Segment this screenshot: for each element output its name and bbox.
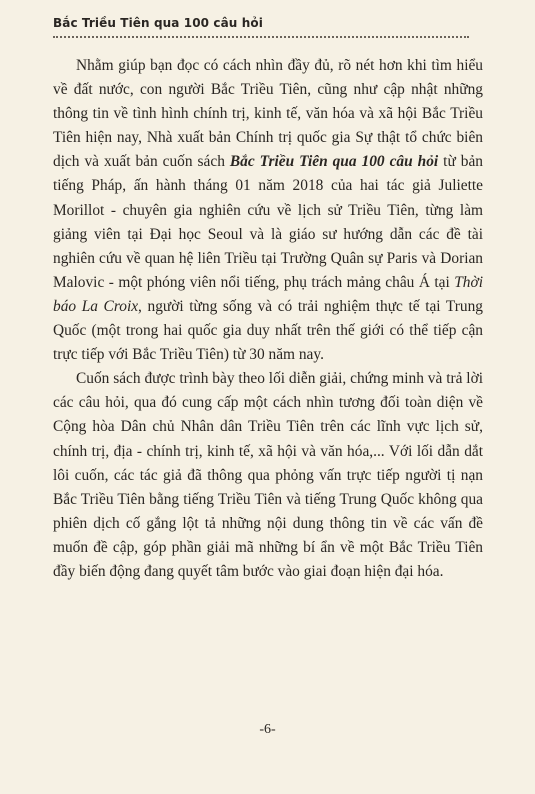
- paragraph-text: , người từng sống và có trải nghiệm thực tế tại Trung Quốc (một trong hai quốc gia duy nhất trên thế giới có thể tiếp cận trực tiếp với Bắc Triều Tiên) từ 30 năm nay.: [53, 297, 483, 364]
- paragraph-introduction: [53, 54, 483, 367]
- newspaper-name-emphasis: Thời báo La Croix: [53, 273, 483, 315]
- page-number: -6-: [259, 722, 276, 737]
- body-text: [53, 54, 483, 584]
- header-dotted-rule: [53, 36, 469, 38]
- running-header-title: Bắc Triều Tiên qua 100 câu hỏi: [53, 16, 263, 30]
- paragraph-text: từ bản tiếng Pháp, ấn hành tháng 01 năm 2018 của hai tác giả Juliette Morillot - chuyên gia nghiên cứu về lịch sử Triều Tiên, từng làm giảng viên tại Đại học Seoul và là giáo sư hướng dẫn các đề tài nghiên cứu về quan hệ liên Triều tại Trường Quân sự Paris và Dorian Malovic - một phóng viên nổi tiếng, phụ trách mảng châu Á tại: [53, 153, 484, 291]
- paragraph-text: Cuốn sách được trình bày theo lối diễn giải, chứng minh và trả lời các câu hỏi, qua đó cung cấp một cách nhìn tương đối toàn diện về Cộng hòa Dân chủ Nhân dân Triều Tiên trên các lĩnh vực lịch sử, chính trị, địa - chính trị, kinh tế, xã hội và văn hóa,... Với lối dẫn dắt lôi cuốn, các tác giả đã thông qua phỏng vấn trực tiếp người tị nạn Bắc Triều Tiên bằng tiếng Triều Tiên và tiếng Trung Quốc không qua phiên dịch cố gắng lột tả những nội dung thông tin về các vấn đề muốn đề cập, góp phần giải mã những bí ẩn về một Bắc Triều Tiên đầy biến động đang quyết tâm bước vào giai đoạn hiện đại hóa.: [53, 370, 483, 580]
- paragraph-book-description: [53, 367, 483, 584]
- paragraph-text: Nhằm giúp bạn đọc có cách nhìn đầy đủ, rõ nét hơn khi tìm hiểu về đất nước, con người Bắc Triều Tiên, cũng như cập nhật những thông tin về tình hình chính trị, kinh tế, văn hóa và xã hội Bắc Triều Tiên hiện nay, Nhà xuất bản Chính trị quốc gia Sự thật tổ chức biên dịch và xuất bản cuốn sách: [53, 57, 483, 171]
- book-title-emphasis: Bắc Triều Tiên qua 100 câu hỏi: [229, 153, 439, 171]
